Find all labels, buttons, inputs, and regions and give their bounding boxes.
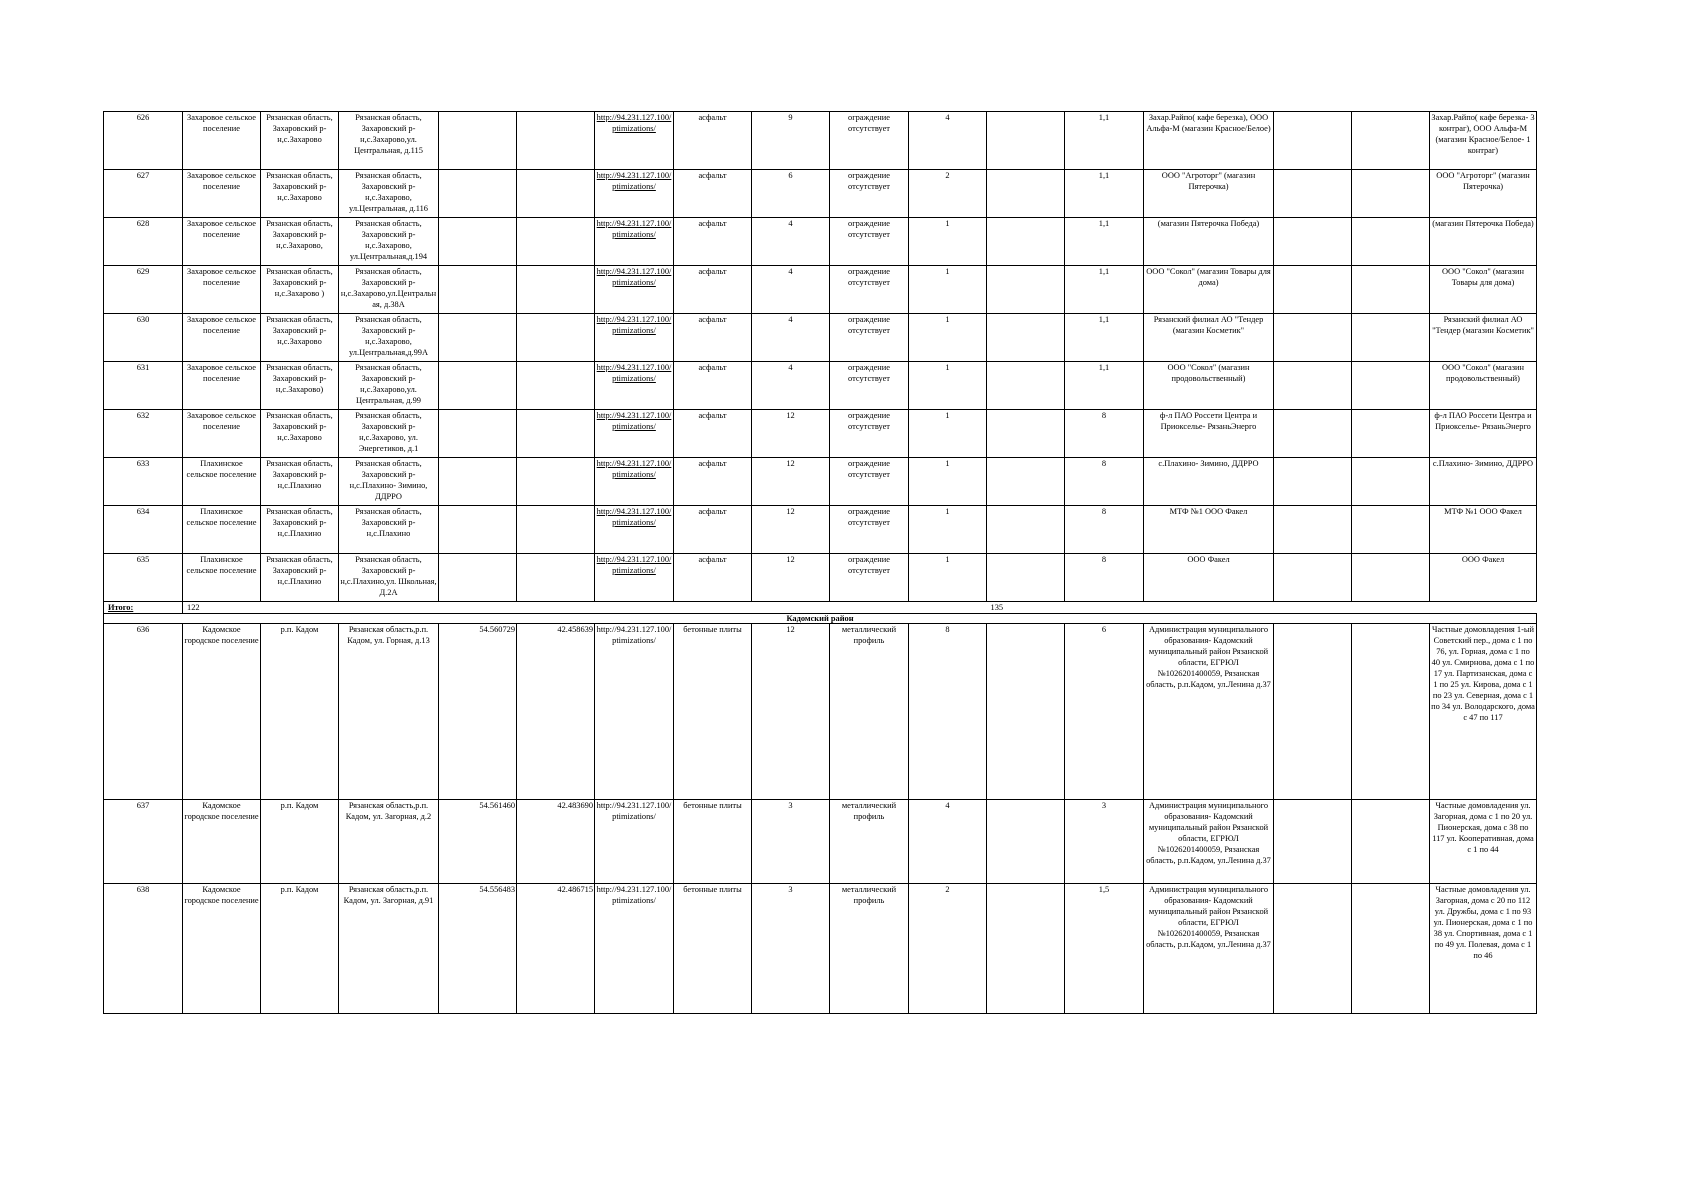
area-cell: 12	[752, 458, 830, 506]
containers-cell: 1	[909, 506, 987, 554]
longitude-cell: 42.486715	[517, 884, 595, 1014]
volume-cell: 1,1	[1065, 362, 1144, 410]
volume-cell: 8	[1065, 554, 1144, 602]
empty-cell	[1274, 458, 1352, 506]
surface-cell: асфальт	[674, 314, 752, 362]
address-cell: Рязанская область, Захаровский р-н,с.Захарово,ул. Центральная, д.115	[339, 112, 439, 170]
row-number: 634	[104, 506, 183, 554]
owner-cell: ООО "Сокол" (магазин Товары для дома)	[1144, 266, 1274, 314]
area-cell: 3	[752, 884, 830, 1014]
volume-cell: 1,1	[1065, 314, 1144, 362]
waste-sources-cell: Рязанский филиал АО "Тендер (магазин Косметик"	[1430, 314, 1537, 362]
locality-cell: Рязанская область, Захаровский р-н,с.Захарово	[261, 410, 339, 458]
address-cell: Рязанская область,р.п. Кадом, ул. Загорная, д.2	[339, 800, 439, 884]
fence-cell: ограждение отсутствует	[830, 458, 909, 506]
table-row	[104, 314, 1537, 362]
row-number: 631	[104, 362, 183, 410]
settlement-cell: Захаровое сельское поселение	[183, 266, 261, 314]
longitude-cell	[517, 170, 595, 218]
empty-cell	[987, 112, 1065, 170]
fence-cell: металлический профиль	[830, 800, 909, 884]
surface-cell: асфальт	[674, 506, 752, 554]
empty-cell	[1274, 362, 1352, 410]
address-cell: Рязанская область, Захаровский р-н,с.Плахино	[339, 506, 439, 554]
waste-sources-cell: Частные домовладения 1-ый Советский пер., дома с 1 по 76, ул. Горная, дома с 1 по 40 ул. Смирнова, дома с 1 по 17 ул. Партизанская, дома с 1 по 25 ул. Кирова, дома с 1 по 23 ул. Северная, дома с 1 по 34 ул. Володарского, дома с 47 по 117	[1430, 624, 1537, 800]
waste-sources-cell: ООО "Агроторг" (магазин Пятерочка)	[1430, 170, 1537, 218]
area-cell: 9	[752, 112, 830, 170]
surface-cell: асфальт	[674, 410, 752, 458]
empty-cell	[987, 554, 1065, 602]
row-number: 630	[104, 314, 183, 362]
locality-cell: р.п. Кадом	[261, 884, 339, 1014]
fence-cell: ограждение отсутствует	[830, 314, 909, 362]
row-number: 633	[104, 458, 183, 506]
area-cell: 12	[752, 624, 830, 800]
area-cell: 3	[752, 800, 830, 884]
fence-cell: металлический профиль	[830, 624, 909, 800]
longitude-cell	[517, 362, 595, 410]
latitude-cell: 54.560729	[439, 624, 517, 800]
map-link[interactable]: http://94.231.127.100/ptimizations/	[595, 884, 674, 1014]
table-body-kadomsky	[104, 624, 1537, 1014]
volume-cell: 6	[1065, 624, 1144, 800]
fence-cell: ограждение отсутствует	[830, 266, 909, 314]
empty-cell	[1352, 170, 1430, 218]
latitude-cell	[439, 112, 517, 170]
waste-sources-cell: ф-л ПАО Россети Центра и Приокселье- РязаньЭнерго	[1430, 410, 1537, 458]
area-cell: 12	[752, 410, 830, 458]
district-heading: Кадомский район	[104, 614, 1537, 624]
longitude-cell	[517, 410, 595, 458]
longitude-cell	[517, 314, 595, 362]
empty-cell	[987, 800, 1065, 884]
row-number: 635	[104, 554, 183, 602]
empty-cell	[1274, 884, 1352, 1014]
row-number: 627	[104, 170, 183, 218]
containers-cell: 1	[909, 362, 987, 410]
empty-cell	[1274, 218, 1352, 266]
containers-cell: 4	[909, 800, 987, 884]
waste-sources-cell: ООО Факел	[1430, 554, 1537, 602]
empty-cell	[1274, 112, 1352, 170]
owner-cell: ф-л ПАО Россети Центра и Приокселье- РязаньЭнерго	[1144, 410, 1274, 458]
fence-cell: металлический профиль	[830, 884, 909, 1014]
volume-cell: 8	[1065, 458, 1144, 506]
latitude-cell	[439, 314, 517, 362]
empty-cell	[1352, 314, 1430, 362]
empty-cell	[987, 884, 1065, 1014]
empty-cell	[987, 314, 1065, 362]
table-row	[104, 266, 1537, 314]
containers-cell: 1	[909, 554, 987, 602]
containers-cell: 2	[909, 170, 987, 218]
surface-cell: асфальт	[674, 218, 752, 266]
empty-cell	[987, 458, 1065, 506]
area-cell: 4	[752, 218, 830, 266]
locality-cell: р.п. Кадом	[261, 624, 339, 800]
longitude-cell: 42.458639	[517, 624, 595, 800]
surface-cell: асфальт	[674, 170, 752, 218]
empty-cell	[987, 410, 1065, 458]
table-row	[104, 410, 1537, 458]
settlement-cell: Плахинское сельское поселение	[183, 554, 261, 602]
containers-cell: 4	[909, 112, 987, 170]
empty-cell	[1274, 410, 1352, 458]
district-row	[104, 614, 1537, 624]
settlement-cell: Захаровое сельское поселение	[183, 218, 261, 266]
map-link[interactable]: http://94.231.127.100/ptimizations/	[595, 554, 674, 602]
waste-sources-cell: ООО "Сокол" (магазин продовольственный)	[1430, 362, 1537, 410]
locality-cell: Рязанская область, Захаровский р-н,с.Захарово,	[261, 218, 339, 266]
map-link[interactable]: http://94.231.127.100/ptimizations/	[595, 410, 674, 458]
settlement-cell: Кадомское городское поселение	[183, 800, 261, 884]
address-cell: Рязанская область, Захаровский р-н,с.Плахино- Зимино, ДДРРО	[339, 458, 439, 506]
table-row	[104, 554, 1537, 602]
table-row	[104, 170, 1537, 218]
latitude-cell	[439, 506, 517, 554]
address-cell: Рязанская область, Захаровский р-н,с.Захарово, ул.Центральная,д.194	[339, 218, 439, 266]
waste-sources-cell: Частные домовладения ул. Загорная, дома с 1 по 20 ул. Пионерская, дома с 38 по 117 ул. Кооперативная, дома с 1 по 44	[1430, 800, 1537, 884]
fence-cell: ограждение отсутствует	[830, 506, 909, 554]
longitude-cell	[517, 506, 595, 554]
map-link[interactable]: http://94.231.127.100/ptimizations/	[595, 506, 674, 554]
settlement-cell: Захаровое сельское поселение	[183, 170, 261, 218]
longitude-cell	[517, 218, 595, 266]
table-summary	[104, 602, 1537, 624]
surface-cell: асфальт	[674, 362, 752, 410]
containers-cell: 8	[909, 624, 987, 800]
empty-cell	[987, 624, 1065, 800]
empty-cell	[1352, 266, 1430, 314]
map-link[interactable]: http://94.231.127.100/ptimizations/	[595, 362, 674, 410]
latitude-cell	[439, 218, 517, 266]
address-cell: Рязанская область, Захаровский р-н,с.Захарово, ул. Энергетиков, д.1	[339, 410, 439, 458]
empty-cell	[1274, 506, 1352, 554]
waste-sources-cell: ООО "Сокол" (магазин Товары для дома)	[1430, 266, 1537, 314]
area-cell: 4	[752, 362, 830, 410]
map-link[interactable]: http://94.231.127.100/ptimizations/	[595, 800, 674, 884]
settlement-cell: Кадомское городское поселение	[183, 884, 261, 1014]
address-cell: Рязанская область,р.п. Кадом, ул. Загорная, д.91	[339, 884, 439, 1014]
address-cell: Рязанская область, Захаровский р-н,с.Захарово, ул.Центральная, д.116	[339, 170, 439, 218]
empty-cell	[1352, 112, 1430, 170]
row-number: 636	[104, 624, 183, 800]
surface-cell: бетонные плиты	[674, 624, 752, 800]
latitude-cell: 54.561460	[439, 800, 517, 884]
locality-cell: Рязанская область, Захаровский р-н,с.Захарово)	[261, 362, 339, 410]
owner-cell: Администрация муниципального образования- Кадомский муниципальный район Рязанской области, ЕГРЮЛ №1026201400059, Рязанская область, р.п.Кадом, ул.Ленина д.37	[1144, 884, 1274, 1014]
longitude-cell	[517, 554, 595, 602]
volume-cell: 8	[1065, 506, 1144, 554]
empty-cell	[1274, 554, 1352, 602]
surface-cell: асфальт	[674, 266, 752, 314]
surface-cell: асфальт	[674, 554, 752, 602]
row-number: 628	[104, 218, 183, 266]
area-cell: 6	[752, 170, 830, 218]
row-number: 626	[104, 112, 183, 170]
empty-cell	[1352, 554, 1430, 602]
row-number: 629	[104, 266, 183, 314]
locality-cell: Рязанская область, Захаровский р-н,с.Захарово	[261, 112, 339, 170]
volume-cell: 3	[1065, 800, 1144, 884]
address-cell: Рязанская область, Захаровский р-н,с.Захарово, ул.Центральная,д.99А	[339, 314, 439, 362]
surface-cell: бетонные плиты	[674, 800, 752, 884]
row-number: 637	[104, 800, 183, 884]
latitude-cell	[439, 266, 517, 314]
latitude-cell	[439, 458, 517, 506]
row-number: 632	[104, 410, 183, 458]
settlement-cell: Плахинское сельское поселение	[183, 458, 261, 506]
table-row	[104, 218, 1537, 266]
table-row	[104, 884, 1537, 1014]
longitude-cell	[517, 458, 595, 506]
owner-cell: с.Плахино- Зимино, ДДРРО	[1144, 458, 1274, 506]
settlement-cell: Плахинское сельское поселение	[183, 506, 261, 554]
settlement-cell: Захаровое сельское поселение	[183, 362, 261, 410]
latitude-cell: 54.556483	[439, 884, 517, 1014]
waste-sources-cell: МТФ №1 ООО Факел	[1430, 506, 1537, 554]
empty-cell	[1274, 314, 1352, 362]
area-cell: 12	[752, 554, 830, 602]
map-link[interactable]: http://94.231.127.100/ptimizations/	[595, 266, 674, 314]
table-body-zakharovsky	[104, 112, 1537, 602]
surface-cell: бетонные плиты	[674, 884, 752, 1014]
map-link[interactable]: http://94.231.127.100/ptimizations/	[595, 624, 674, 800]
address-cell: Рязанская область, Захаровский р-н,с.Плахино,ул. Школьная, Д.2А	[339, 554, 439, 602]
owner-cell: ООО "Сокол" (магазин продовольственный)	[1144, 362, 1274, 410]
volume-cell: 1,1	[1065, 218, 1144, 266]
empty-cell	[1352, 458, 1430, 506]
fence-cell: ограждение отсутствует	[830, 218, 909, 266]
latitude-cell	[439, 410, 517, 458]
table-row	[104, 506, 1537, 554]
area-cell: 4	[752, 266, 830, 314]
containers-cell: 1	[909, 410, 987, 458]
fence-cell: ограждение отсутствует	[830, 170, 909, 218]
address-cell: Рязанская область,р.п. Кадом, ул. Горная, д.13	[339, 624, 439, 800]
row-number: 638	[104, 884, 183, 1014]
waste-sources-cell: (магазин Пятерочка Победа)	[1430, 218, 1537, 266]
volume-cell: 1,1	[1065, 112, 1144, 170]
waste-sources-cell: с.Плахино- Зимино, ДДРРО	[1430, 458, 1537, 506]
empty-cell	[987, 218, 1065, 266]
area-cell: 12	[752, 506, 830, 554]
map-link[interactable]: http://94.231.127.100/ptimizations/	[595, 112, 674, 170]
latitude-cell	[439, 362, 517, 410]
empty-cell	[1274, 170, 1352, 218]
owner-cell: МТФ №1 ООО Факел	[1144, 506, 1274, 554]
empty-cell	[1274, 624, 1352, 800]
empty-cell	[1352, 884, 1430, 1014]
registry-table	[103, 111, 1537, 1014]
containers-cell: 1	[909, 314, 987, 362]
summary-count: 122	[187, 603, 200, 612]
locality-cell: Рязанская область, Захаровский р-н,с.Плахино	[261, 458, 339, 506]
containers-cell: 1	[909, 218, 987, 266]
volume-cell: 1,1	[1065, 266, 1144, 314]
table-row	[104, 112, 1537, 170]
empty-cell	[1352, 624, 1430, 800]
owner-cell: ООО "Агроторг" (магазин Пятерочка)	[1144, 170, 1274, 218]
locality-cell: Рязанская область, Захаровский р-н,с.Плахино	[261, 506, 339, 554]
map-link[interactable]: http://94.231.127.100/ptimizations/	[595, 218, 674, 266]
locality-cell: Рязанская область, Захаровский р-н,с.Плахино	[261, 554, 339, 602]
latitude-cell	[439, 554, 517, 602]
volume-cell: 8	[1065, 410, 1144, 458]
waste-sources-cell: Захар.Райпо( кафе березка- 3 контраг), ООО Альфа-М (магазин Красное/Белое- 1 контраг)	[1430, 112, 1537, 170]
empty-cell	[1274, 266, 1352, 314]
containers-cell: 1	[909, 458, 987, 506]
longitude-cell	[517, 112, 595, 170]
settlement-cell: Захаровое сельское поселение	[183, 410, 261, 458]
waste-sources-cell: Частные домовладения ул. Загорная, дома с 20 по 112 ул. Дружбы, дома с 1 по 93 ул. Пионерская, дома с 1 по 38 ул. Спортивная, дома с 1 по 49 ул. Полевая, дома с 1 по 46	[1430, 884, 1537, 1014]
fence-cell: ограждение отсутствует	[830, 362, 909, 410]
settlement-cell: Захаровое сельское поселение	[183, 314, 261, 362]
longitude-cell: 42.483690	[517, 800, 595, 884]
settlement-cell: Кадомское городское поселение	[183, 624, 261, 800]
locality-cell: Рязанская область, Захаровский р-н,с.Захарово	[261, 314, 339, 362]
surface-cell: асфальт	[674, 458, 752, 506]
map-link[interactable]: http://94.231.127.100/ptimizations/	[595, 170, 674, 218]
summary-row	[104, 602, 1537, 614]
owner-cell: (магазин Пятерочка Победа)	[1144, 218, 1274, 266]
latitude-cell	[439, 170, 517, 218]
settlement-cell: Захаровое сельское поселение	[183, 112, 261, 170]
owner-cell: ООО Факел	[1144, 554, 1274, 602]
fence-cell: ограждение отсутствует	[830, 112, 909, 170]
empty-cell	[1352, 218, 1430, 266]
address-cell: Рязанская область, Захаровский р-н,с.Захарово,ул.Центральная, д.38А	[339, 266, 439, 314]
containers-cell: 1	[909, 266, 987, 314]
table-row	[104, 458, 1537, 506]
longitude-cell	[517, 266, 595, 314]
empty-cell	[987, 266, 1065, 314]
table-row	[104, 362, 1537, 410]
fence-cell: ограждение отсутствует	[830, 554, 909, 602]
summary-containers-total: 135	[990, 603, 1004, 612]
summary-label: Итого:	[104, 602, 183, 614]
empty-cell	[1352, 800, 1430, 884]
address-cell: Рязанская область, Захаровский р-н,с.Захарово,ул. Центральная, д.99	[339, 362, 439, 410]
table-row	[104, 800, 1537, 884]
owner-cell: Администрация муниципального образования- Кадомский муниципальный район Рязанской области, ЕГРЮЛ №1026201400059, Рязанская область, р.п.Кадом, ул.Ленина д.37	[1144, 624, 1274, 800]
empty-cell	[1274, 800, 1352, 884]
containers-cell: 2	[909, 884, 987, 1014]
empty-cell	[987, 362, 1065, 410]
volume-cell: 1,1	[1065, 170, 1144, 218]
empty-cell	[1352, 506, 1430, 554]
area-cell: 4	[752, 314, 830, 362]
empty-cell	[987, 506, 1065, 554]
locality-cell: р.п. Кадом	[261, 800, 339, 884]
empty-cell	[1352, 362, 1430, 410]
owner-cell: Рязанский филиал АО "Тендер (магазин Косметик"	[1144, 314, 1274, 362]
surface-cell: асфальт	[674, 112, 752, 170]
fence-cell: ограждение отсутствует	[830, 410, 909, 458]
locality-cell: Рязанская область, Захаровский р-н,с.Захарово )	[261, 266, 339, 314]
table-row	[104, 624, 1537, 800]
locality-cell: Рязанская область, Захаровский р-н,с.Захарово	[261, 170, 339, 218]
volume-cell: 1,5	[1065, 884, 1144, 1014]
owner-cell: Захар.Райпо( кафе березка), ООО Альфа-М (магазин Красное/Белое)	[1144, 112, 1274, 170]
empty-cell	[987, 170, 1065, 218]
empty-cell	[1352, 410, 1430, 458]
owner-cell: Администрация муниципального образования- Кадомский муниципальный район Рязанской области, ЕГРЮЛ №1026201400059, Рязанская область, р.п.Кадом, ул.Ленина д.37	[1144, 800, 1274, 884]
map-link[interactable]: http://94.231.127.100/ptimizations/	[595, 314, 674, 362]
map-link[interactable]: http://94.231.127.100/ptimizations/	[595, 458, 674, 506]
